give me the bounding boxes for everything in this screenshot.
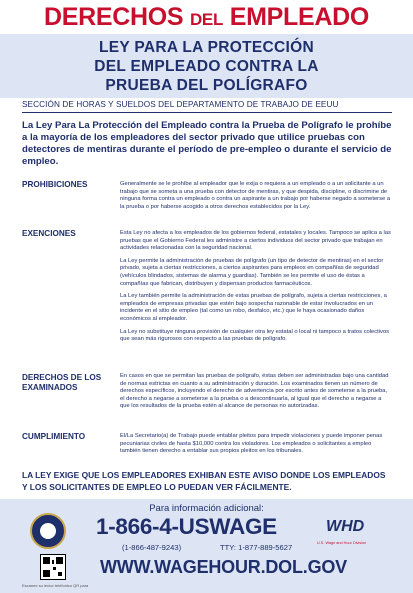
law-title-line2: DEL EMPLEADO CONTRA LA xyxy=(94,58,319,75)
section-body-derechos xyxy=(120,373,392,416)
qr-code-icon[interactable] xyxy=(40,554,66,580)
posting-requirement: LA LEY EXIGE QUE LOS EMPLEADORES EXHIBAN ESTE AVISO DONDE LOS EMPLEADOS Y LOS SOLICITANTES DE EMPLEO LO PUEDAN VER FÁCILMENTE. xyxy=(22,470,386,492)
whd-logo-subtitle: U.S. Wage and Hour Division xyxy=(317,541,367,545)
section-label-prohibiciones: PROHIBICIONES xyxy=(22,180,88,189)
section-paragraph: La Ley permite la administración de pruebas de polígrafo (un tipo de detector de mentiras) en el sector privado, sujeta a ciertas restricciones, a ciertos aspirantes para empleos en compañías de seguridad (vehículos blindados, sistemas de alarma y guardias). También se les permite el uso de éstas a compañías que fabrican, distribuyen y dispensan productos farmacéuticos. xyxy=(120,257,384,287)
title-part1: DERECHOS xyxy=(44,3,184,31)
section-body-prohibiciones xyxy=(120,181,392,216)
law-title-line1: LEY PARA LA PROTECCIÓN xyxy=(98,39,314,56)
section-paragraph: En casos en que se permitan las pruebas de polígrafo, éstas deben ser administradas bajo una cantidad de normas estrictas en cuanto a su administración y duración. Los examinados tienen un número de derechos específicos, incluyendo el derecho de advertencia por escrito antes de someterse a la prueba, el derecho a negarse a someterse a la prueba o a descontinuarla, al igual que el derecho a negarse a que los resultados de la prueba estén al alcance de personas no autorizadas. xyxy=(120,373,389,410)
section-label-cumplimiento: CUMPLIMIENTO xyxy=(22,432,86,441)
tty-number: TTY: 1-877-889-5627 xyxy=(220,543,293,552)
section-paragraph: La Ley no substituye ninguna provisión de cualquier otra ley estatal o local ni tampoco a tratos colectivos que sean más rigurosos con respecto a las pruebas de polígrafo. xyxy=(120,328,390,343)
poster-title xyxy=(0,0,413,37)
phone-number[interactable]: 1-866-4-USWAGE xyxy=(96,514,277,539)
section-paragraph: El/La Secretario(a) de Trabajo puede entablar pleitos para impedir violaciones y puede imponer penas pecuniarias civiles de hasta $10,000 contra los violadores. Los empleados o solicitantes a empleo también tienen derecho a entablar sus propios pleitos en los tribunales. xyxy=(120,433,383,455)
intro-paragraph: La Ley Para La Protección del Empleado contra la Prueba de Polígrafo le prohíbe a la mayoría de los empleadores del sector privado que utilice pruebas con detectores de mentiras durante el período de pre-empleo o durante el servicio de empleo. xyxy=(22,120,392,167)
section-body-cumplimiento xyxy=(120,433,392,461)
title-part2: EMPLEADO xyxy=(229,3,369,31)
divider xyxy=(22,112,392,113)
section-paragraph: Esta Ley no afecta a los empleados de los gobiernos federal, estatales y locales. Tampoco se aplica a las pruebas que el Gobierno Federal les administre a ciertos individuos del sector privado que trabajan en actividades relacionadas con la seguridad nacional. xyxy=(120,230,391,252)
law-title-line3: PRUEBA DEL POLÍGRAFO xyxy=(105,77,308,94)
section-body-exenciones xyxy=(120,230,392,349)
section-label-exenciones: EXENCIONES xyxy=(22,229,76,238)
phone-number-digits: (1-866-487-9243) xyxy=(122,543,182,552)
section-label-derechos: DERECHOS DE LOS EXAMINADOS xyxy=(22,373,102,392)
law-title-band xyxy=(0,34,413,98)
qr-note: Escanee su lector teléfonico QR para xyxy=(22,583,89,588)
contact-label: Para información adicional: xyxy=(149,503,264,514)
department-line: SECCIÓN DE HORAS Y SUELDOS DEL DEPARTAMENTO DE TRABAJO DE EEUU xyxy=(22,100,339,109)
poster-header xyxy=(0,0,413,38)
title-small: DEL xyxy=(189,10,224,29)
website-link[interactable]: WWW.WAGEHOUR.DOL.GOV xyxy=(100,557,347,577)
section-paragraph: Generalmente se le prohíbe al empleador que le exija o requiera a un empleado o a un solicitante a un trabajo que se someta a una prueba con detector de mentiras, y que despida, discipline, o discrimine de ninguna forma contra un empleado o contra un aspirante a un trabajo por haberse negado a someterse a la prueba o por haberse acogido a otros derechos establecidos por la Ley. xyxy=(120,181,391,210)
whd-logo-icon: WHD xyxy=(326,518,365,535)
section-paragraph: La Ley también permite la administración de estas pruebas de polígrafo, sujeta a ciertas restricciones, a empleados de empresas privadas que estén bajo sospecha razonable de estar involucrados en un incidente en el sitio de empleo (tal como un robo, desfalco, etc.) que le haya ocasionado daños económicos al empleador. xyxy=(120,293,387,322)
dol-seal-icon xyxy=(30,513,66,549)
